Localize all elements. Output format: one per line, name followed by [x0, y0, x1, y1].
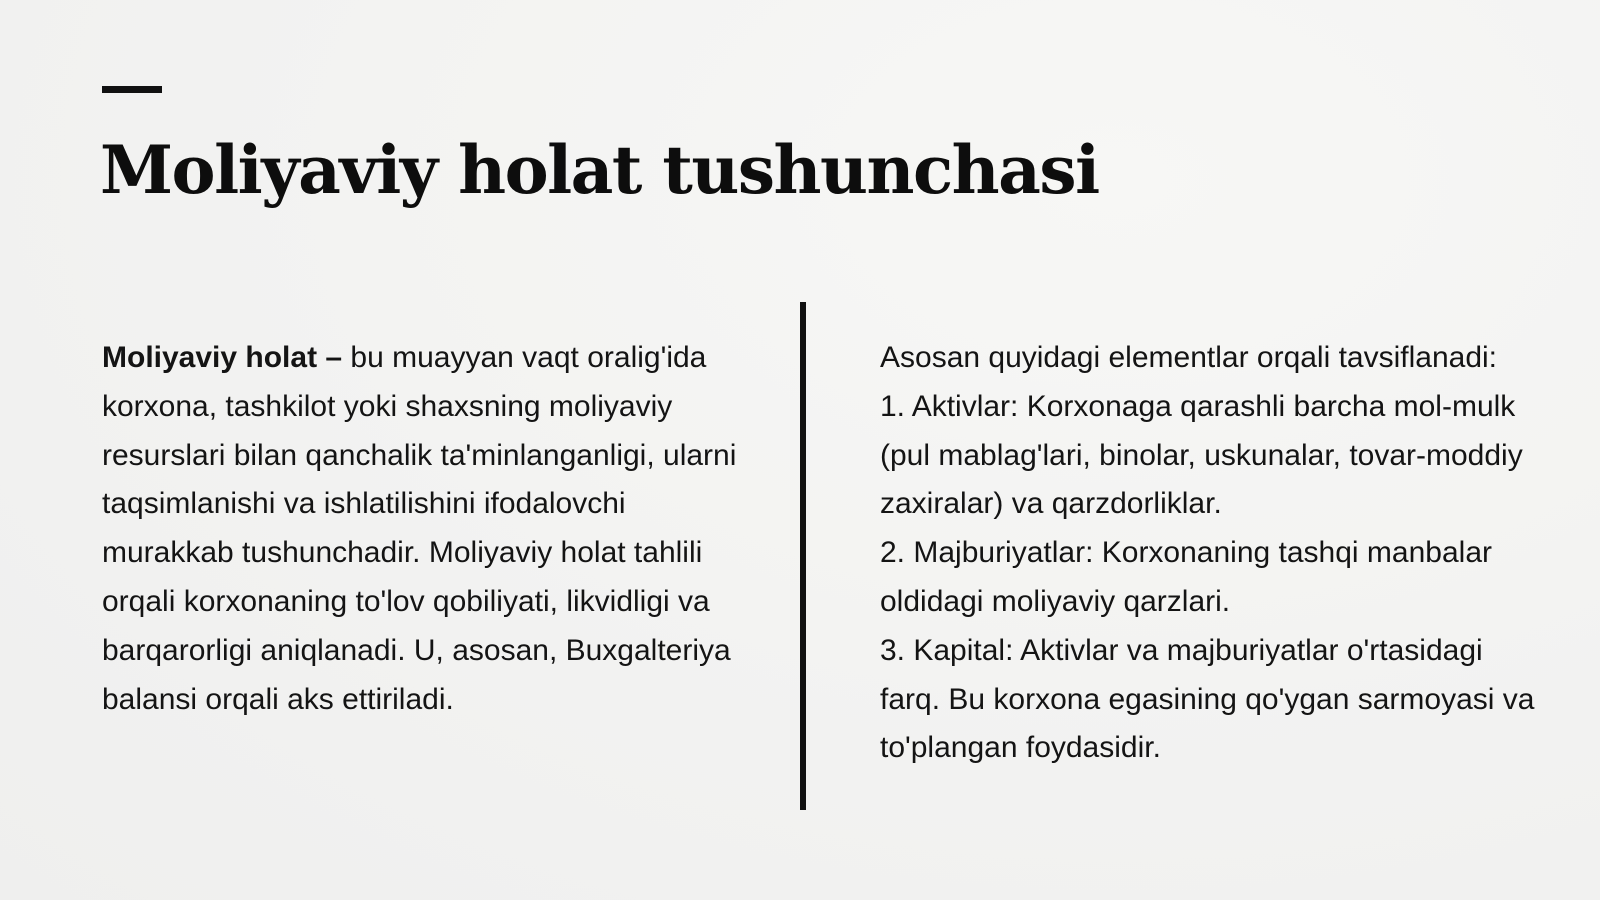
list-item-aktivlar: 1. Aktivlar: Korxonaga qarashli barcha mol-mulk (pul mablag'lari, binolar, uskunalar, tovar-moddiy zaxiralar) va qarzdorliklar. [880, 389, 1523, 521]
definition-text: bu muayyan vaqt oralig'ida korxona, tashkilot yoki shaxsning moliyaviy resurslari bilan qanchalik ta'minlanganligi, ularni taqsimlanishi va ishlatilishini ifodalovchi murakkab tushunchadir. Moliyaviy holat tahlili orqali korxonaning to'lov qobiliyati, likvidligi va barqarorligi aniqlanadi. U, asosan, Buxgalteriya balansi orqali aks ettiriladi. [102, 341, 737, 716]
slide-title: Moliyaviy holat tushunchasi [100, 131, 1099, 209]
definition-term: Moliyaviy holat – [102, 341, 343, 374]
elements-list [880, 334, 1540, 773]
column-divider [800, 302, 806, 810]
title-accent-bar [102, 86, 162, 93]
elements-intro: Asosan quyidagi elementlar orqali tavsiflanadi: [880, 341, 1498, 374]
list-item-majburiyatlar: 2. Majburiyatlar: Korxonaning tashqi manbalar oldidagi moliyaviy qarzlari. [880, 536, 1492, 618]
list-item-kapital: 3. Kapital: Aktivlar va majburiyatlar o'rtasidagi farq. Bu korxona egasining qo'ygan sarmoyasi va to'plangan foydasidir. [880, 633, 1535, 765]
definition-paragraph [102, 334, 742, 724]
